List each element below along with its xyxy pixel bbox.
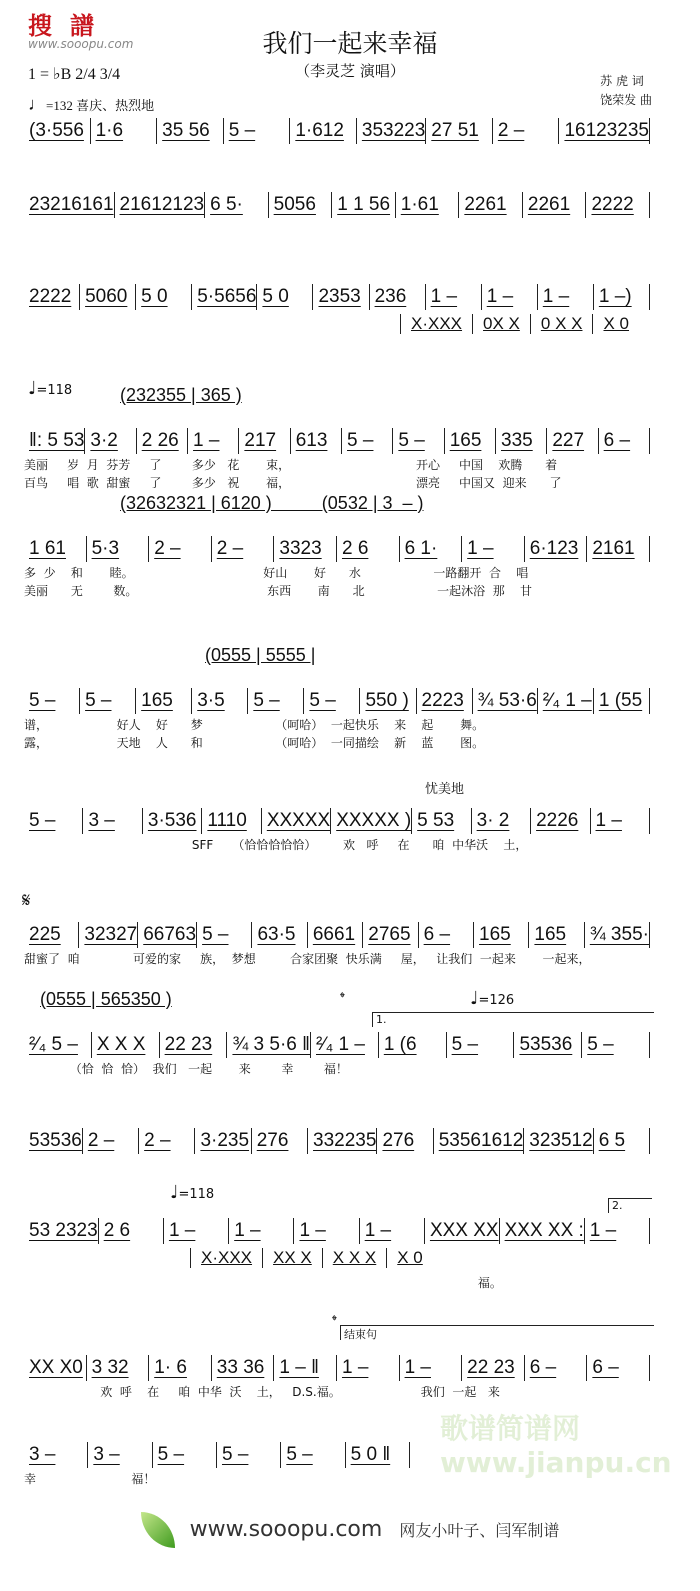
volta-bracket: 2. bbox=[608, 1198, 652, 1213]
percussion-measure: XX X bbox=[262, 1248, 322, 1268]
measure: 1 61 bbox=[29, 538, 66, 559]
measure: 2765 bbox=[362, 922, 417, 948]
staff-system bbox=[24, 536, 650, 562]
measure: 332235 bbox=[307, 1128, 376, 1154]
percussion-row bbox=[190, 1248, 433, 1268]
lyric-line: 福。 bbox=[24, 1276, 502, 1290]
measure: 165 bbox=[473, 922, 528, 948]
composer: 饶荣发 曲 bbox=[600, 93, 652, 107]
lyric-line: 甜蜜了 咱 可爱的家 族， 梦想 合家团聚 快乐满 屋， 让我们 一起来 一起来， bbox=[24, 952, 591, 966]
barline bbox=[649, 284, 650, 310]
measure: ²⁄₄ 1 – bbox=[310, 1032, 378, 1058]
barline bbox=[649, 118, 650, 144]
staff-system bbox=[24, 1032, 650, 1058]
measure: ²⁄₄ 1 – bbox=[537, 688, 593, 714]
barline bbox=[649, 808, 650, 834]
performer: （李灵芝 演唱） bbox=[295, 62, 405, 80]
lyric-line: （恰 恰 恰） 我们 一起 来 幸 福！ bbox=[24, 1062, 348, 1076]
barline bbox=[649, 428, 650, 454]
measure: 5 – bbox=[247, 688, 303, 714]
measure: XXXXX bbox=[261, 808, 330, 834]
measure: 2 – bbox=[492, 118, 559, 144]
lyric-line: 百鸟 唱 歌 甜蜜 了 多少 祝 福， 漂亮 中国又 迎来 了 bbox=[24, 476, 562, 490]
measure: 1·61 bbox=[395, 192, 459, 218]
measure: 5 0 bbox=[135, 284, 191, 310]
measure: 66763 bbox=[137, 922, 196, 948]
measure: 3·536 bbox=[142, 808, 201, 834]
measure: 1 – bbox=[399, 1355, 462, 1381]
measure: 1· 6 bbox=[148, 1355, 211, 1381]
measure: 32327 bbox=[78, 922, 137, 948]
barline bbox=[649, 922, 650, 948]
measure: 53561612 bbox=[433, 1128, 524, 1154]
staff-system bbox=[24, 192, 650, 218]
footer-credit: 网友小叶子、闫军制谱 bbox=[399, 1521, 560, 1540]
measure: ¾ 355· bbox=[584, 922, 649, 948]
lyric-line: 谱， 好人 好 梦 （呵哈） 一起快乐 来 起 舞。 bbox=[24, 718, 485, 732]
measure: 276 bbox=[376, 1128, 432, 1154]
barline bbox=[409, 1442, 410, 1468]
measure: 22 23 bbox=[461, 1355, 524, 1381]
percussion-measure: X·XXX bbox=[190, 1248, 262, 1268]
tempo-text: =132 喜庆、热烈地 bbox=[46, 98, 155, 113]
measure: 2223 bbox=[416, 688, 472, 714]
measure: 2 6 bbox=[98, 1218, 163, 1244]
measure: 165 bbox=[528, 922, 583, 948]
measure: 35 56 bbox=[156, 118, 223, 144]
barline bbox=[649, 1032, 650, 1058]
measure: 6 5 bbox=[593, 1128, 649, 1154]
footer bbox=[0, 1512, 700, 1548]
lyricist: 苏 虎 词 bbox=[600, 74, 644, 88]
lyric-line: 欢 呼 在 咱 中华 沃 土， D.S.福。 我们 一起 来 bbox=[24, 1385, 500, 1399]
staff-system bbox=[24, 118, 650, 144]
barline bbox=[649, 1218, 650, 1244]
staff-system bbox=[24, 1128, 650, 1154]
measure: 63·5 bbox=[251, 922, 306, 948]
lyric-line: 露， 天地 人 和 （呵哈） 一同描绘 新 蓝 图。 bbox=[24, 736, 485, 750]
measure: 27 51 bbox=[425, 118, 492, 144]
measure: 3 32 bbox=[86, 1355, 149, 1381]
percussion-measure: X X X bbox=[322, 1248, 386, 1268]
intro-phrase: (0555 | 5555 | bbox=[205, 645, 316, 665]
measure: 227 bbox=[546, 428, 597, 454]
measure: 33 36 bbox=[211, 1355, 274, 1381]
measure: 1 – ‖ bbox=[273, 1355, 336, 1381]
quarter-note-icon: ♩ bbox=[28, 94, 46, 114]
lyric-line: 多 少 和 睦。 好山 好 水 一路翻开 合 唱 bbox=[24, 566, 529, 580]
barline bbox=[649, 536, 650, 562]
measure: ‖: 5 53 bbox=[29, 430, 85, 451]
key-text: 1 = ♭B 2/4 3/4 bbox=[28, 66, 121, 83]
measure: 2 – bbox=[211, 536, 274, 562]
measure: 165 bbox=[135, 688, 191, 714]
tempo-marking bbox=[470, 988, 514, 1009]
measure: X X X bbox=[91, 1032, 159, 1058]
footer-url: www.sooopu.com bbox=[189, 1517, 383, 1542]
measure: 2261 bbox=[522, 192, 586, 218]
barline bbox=[649, 192, 650, 218]
measure: ¾ 3 5·6 ‖ bbox=[226, 1032, 310, 1058]
measure: 3·5 bbox=[191, 688, 247, 714]
staff-system bbox=[24, 808, 650, 834]
measure: XX X0 bbox=[29, 1357, 83, 1378]
quarter-note-icon: ♩ bbox=[28, 378, 37, 399]
measure: 6661 bbox=[307, 922, 362, 948]
measure: 6 – bbox=[586, 1355, 649, 1381]
measure: 5056 bbox=[268, 192, 332, 218]
coda-icon: 𝄌 bbox=[332, 1313, 337, 1329]
watermark: 歌谱简谱网 www.jianpu.cn bbox=[440, 1412, 672, 1479]
measure: 225 bbox=[29, 924, 61, 945]
measure: 5 0 ‖ bbox=[345, 1442, 409, 1468]
measure: 1 – bbox=[461, 536, 524, 562]
staff-system bbox=[24, 284, 650, 310]
measure: 2 – bbox=[148, 536, 211, 562]
lyric-line: 美丽 无 数。 东西 南 北 一起沐浴 那 甘 bbox=[24, 584, 533, 598]
measure: 5 – bbox=[280, 1442, 344, 1468]
staff-system bbox=[24, 1218, 650, 1244]
key-signature bbox=[28, 64, 154, 115]
measure: 3·2 bbox=[84, 428, 135, 454]
lyric-line: 美丽 岁 月 芬芳 了 多少 花 束， 开心 中国 欢腾 着 bbox=[24, 458, 558, 472]
song-title: 我们一起来幸福 bbox=[262, 29, 438, 58]
measure: 2 26 bbox=[136, 428, 187, 454]
measure: 2 – bbox=[138, 1128, 194, 1154]
measure: 276 bbox=[251, 1128, 307, 1154]
measure: 1 – bbox=[228, 1218, 293, 1244]
measure: 1 (55 bbox=[593, 688, 649, 714]
percussion-measure: X 0 bbox=[386, 1248, 433, 1268]
measure: 5·3 bbox=[86, 536, 149, 562]
measure: 5 0 bbox=[256, 284, 312, 310]
percussion-measure: 0X X bbox=[472, 314, 530, 334]
measure: ²⁄₄ 5 – bbox=[29, 1034, 78, 1055]
measure: 2161 bbox=[586, 536, 649, 562]
measure: XXXXX ) bbox=[330, 808, 411, 834]
measure: 23216161 bbox=[29, 194, 114, 215]
staff-system bbox=[24, 1355, 650, 1381]
tempo-value: =126 bbox=[478, 993, 515, 1008]
measure: 5 – bbox=[341, 428, 392, 454]
intro-phrase: (32632321 | 6120 ) (0532 | 3 – ) bbox=[120, 493, 424, 513]
measure: 3 – bbox=[29, 1444, 56, 1465]
measure: 2222 bbox=[585, 192, 649, 218]
measure: 1 (6 bbox=[378, 1032, 446, 1058]
measure: 613 bbox=[290, 428, 341, 454]
staff-system bbox=[24, 688, 650, 714]
coda-icon: 𝄌 bbox=[340, 990, 345, 1006]
measure: 217 bbox=[238, 428, 289, 454]
tempo-marking bbox=[28, 378, 72, 399]
measure: 3 – bbox=[82, 808, 141, 834]
measure: 1 – bbox=[359, 1218, 424, 1244]
measure: 5 – bbox=[303, 688, 359, 714]
segno-icon: 𝄋 bbox=[22, 888, 31, 912]
barline bbox=[649, 688, 650, 714]
staff-system bbox=[24, 428, 650, 454]
measure: 6 – bbox=[418, 922, 473, 948]
measure: 5·5656 bbox=[191, 284, 256, 310]
measure: 5 – bbox=[29, 690, 56, 711]
barline bbox=[649, 1128, 650, 1154]
logo-url: www.sooopu.com bbox=[28, 37, 134, 51]
measure: 2261 bbox=[458, 192, 522, 218]
measure: 165 bbox=[444, 428, 495, 454]
measure: 1 – bbox=[584, 1218, 649, 1244]
tempo-marking bbox=[170, 1182, 214, 1203]
measure: 53536 bbox=[513, 1032, 581, 1058]
logo-text: 搜譜 bbox=[28, 12, 112, 40]
measure: 53 2323 bbox=[29, 1220, 98, 1241]
measure: 5 – bbox=[196, 922, 251, 948]
measure: 1 –) bbox=[593, 284, 649, 310]
measure: 1·612 bbox=[289, 118, 356, 144]
measure: 3323 bbox=[273, 536, 336, 562]
staff-system bbox=[24, 922, 650, 948]
measure: 323512 bbox=[523, 1128, 592, 1154]
measure: 335 bbox=[495, 428, 546, 454]
measure: 6 – bbox=[524, 1355, 587, 1381]
measure: 6 1· bbox=[399, 536, 462, 562]
measure: 3 – bbox=[87, 1442, 151, 1468]
measure: 550 ) bbox=[359, 688, 415, 714]
measure: 353223 bbox=[356, 118, 425, 144]
percussion-measure: X·XXX bbox=[400, 314, 472, 334]
volta-bracket: 1. bbox=[372, 1012, 654, 1027]
measure: XXX XX bbox=[424, 1218, 499, 1244]
measure: 236 bbox=[369, 284, 425, 310]
measure: 5060 bbox=[79, 284, 135, 310]
measure: 2 6 bbox=[336, 536, 399, 562]
measure: 53536 bbox=[29, 1130, 82, 1151]
measure: 1 – bbox=[537, 284, 593, 310]
measure: 6 5· bbox=[204, 192, 268, 218]
measure: 5 – bbox=[216, 1442, 280, 1468]
ending-bracket: 结束句 bbox=[340, 1325, 654, 1340]
staff-system bbox=[24, 1442, 410, 1468]
measure: 5 – bbox=[79, 688, 135, 714]
measure: 2 – bbox=[82, 1128, 138, 1154]
measure: 1 1 56 bbox=[331, 192, 395, 218]
measure: (3·556 bbox=[29, 120, 84, 141]
measure: 5 – bbox=[446, 1032, 514, 1058]
measure: 6·123 bbox=[524, 536, 587, 562]
measure: 21612123 bbox=[114, 192, 205, 218]
intro-phrase: (0555 | 565350 ) bbox=[40, 989, 172, 1009]
measure: 1 – bbox=[163, 1218, 228, 1244]
quarter-note-icon: ♩ bbox=[470, 988, 479, 1009]
percussion-measure: X 0 bbox=[592, 314, 639, 334]
intro-phrase: (232355 | 365 ) bbox=[120, 385, 242, 405]
measure: ¾ 53·6 bbox=[472, 688, 537, 714]
measure: 22 23 bbox=[159, 1032, 227, 1058]
leaf-logo-icon bbox=[141, 1512, 175, 1548]
tempo-value: =118 bbox=[178, 1187, 215, 1202]
expression-marking: 忧美地 bbox=[425, 782, 465, 797]
measure: 5 53 bbox=[411, 808, 470, 834]
barline bbox=[649, 1355, 650, 1381]
measure: 2353 bbox=[312, 284, 368, 310]
measure: XXX XX : bbox=[499, 1218, 584, 1244]
measure: 1 – bbox=[481, 284, 537, 310]
measure: 5 – bbox=[29, 810, 56, 831]
measure: 2226 bbox=[530, 808, 589, 834]
percussion-measure: 0 X X bbox=[530, 314, 593, 334]
measure: 5 – bbox=[223, 118, 290, 144]
measure: 3·235 bbox=[194, 1128, 250, 1154]
measure: 1 – bbox=[187, 428, 238, 454]
measure: 1 – bbox=[590, 808, 649, 834]
measure: 1 – bbox=[336, 1355, 399, 1381]
percussion-row bbox=[400, 314, 639, 334]
measure: 2222 bbox=[29, 286, 72, 307]
measure: 5 – bbox=[581, 1032, 649, 1058]
quarter-note-icon: ♩ bbox=[170, 1182, 179, 1203]
measure: 1 – bbox=[293, 1218, 358, 1244]
measure: 5 – bbox=[392, 428, 443, 454]
measure: 1110 bbox=[201, 808, 260, 834]
lyric-line: SFF （恰恰恰恰恰） 欢 呼 在 咱 中华沃 土， bbox=[24, 838, 528, 852]
measure: 5 – bbox=[152, 1442, 216, 1468]
measure: 1·6 bbox=[90, 118, 157, 144]
measure: 1 – bbox=[425, 284, 481, 310]
measure: 6 – bbox=[598, 428, 649, 454]
tempo-value: =118 bbox=[36, 383, 73, 398]
lyric-line: 幸 福！ bbox=[24, 1472, 156, 1486]
measure: 3· 2 bbox=[471, 808, 530, 834]
measure: 16123235 bbox=[558, 118, 649, 144]
credits bbox=[600, 72, 652, 110]
